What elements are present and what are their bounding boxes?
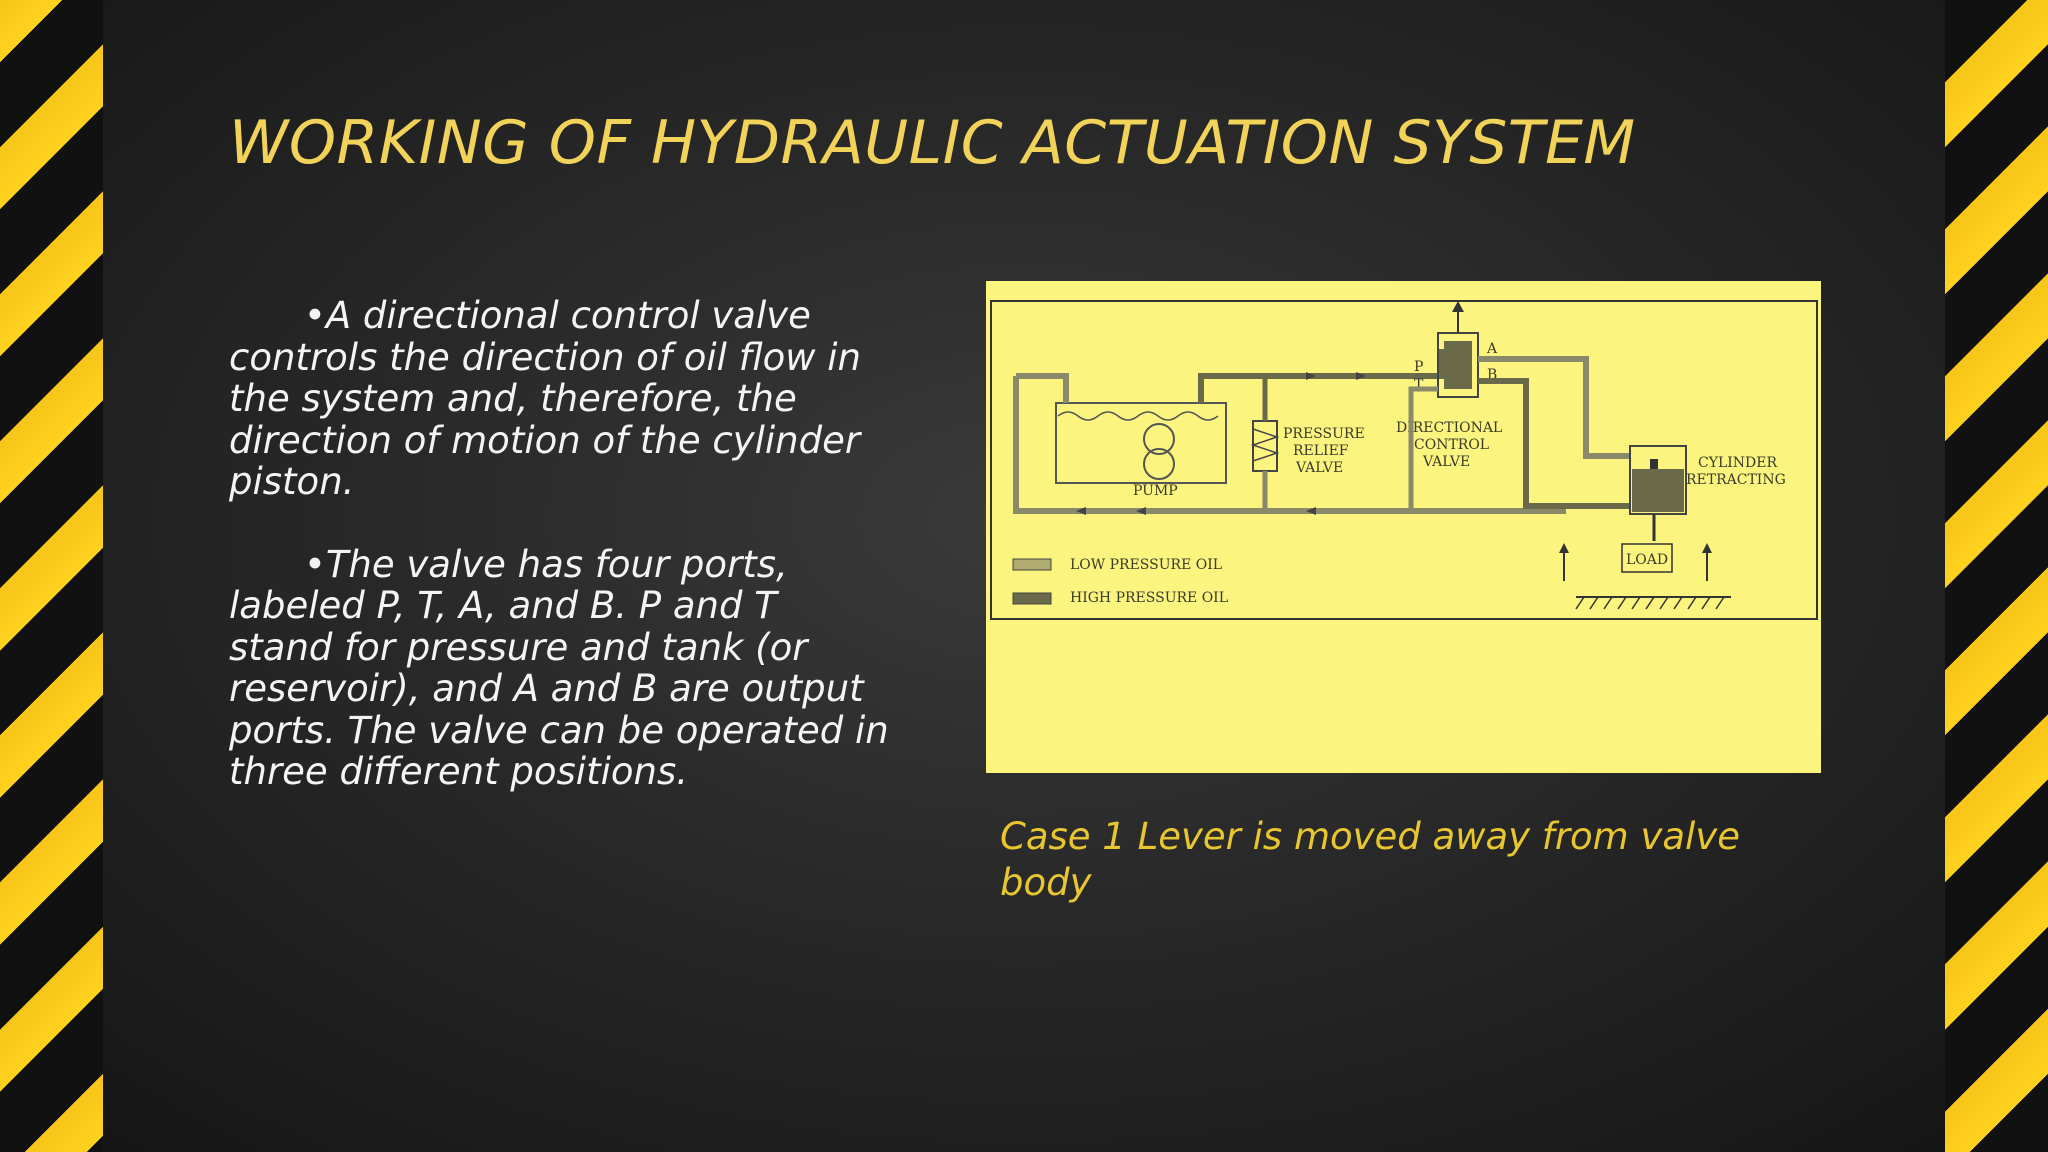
pump-label: PUMP xyxy=(1133,483,1178,499)
port-b-label: B xyxy=(1487,367,1498,383)
legend-high-swatch xyxy=(1013,593,1051,604)
oil-surface xyxy=(1058,412,1218,420)
cylinder-label-1: CYLINDER xyxy=(1698,455,1778,471)
arrow-up-icon xyxy=(1702,543,1712,553)
legend-high-label: HIGH PRESSURE OIL xyxy=(1070,590,1229,606)
lever-arrow-icon xyxy=(1452,301,1464,312)
body-text xyxy=(229,295,889,834)
dcv-label-1: DIRECTIONAL xyxy=(1396,420,1503,436)
slide-title: WORKING OF HYDRAULIC ACTUATION SYSTEM xyxy=(229,108,1636,178)
port-t-label: T xyxy=(1414,377,1424,393)
relief-label-2: RELIEF xyxy=(1293,443,1349,459)
hydraulic-diagram-svg xyxy=(986,281,1821,773)
reservoir-tank xyxy=(1056,403,1226,483)
port-a-line xyxy=(1478,359,1630,456)
cylinder-piston xyxy=(1650,459,1658,469)
relief-valve-spring xyxy=(1253,429,1277,461)
hydraulic-diagram xyxy=(986,281,1821,773)
hazard-stripe-left xyxy=(0,0,103,1152)
suction-line xyxy=(1016,376,1066,403)
ground-hatch xyxy=(1576,597,1724,609)
dcv-spool xyxy=(1444,341,1472,389)
hazard-stripe-right xyxy=(1945,0,2048,1152)
pressure-line xyxy=(1201,349,1441,403)
legend-low-swatch xyxy=(1013,559,1051,570)
port-p-label: P xyxy=(1414,359,1424,375)
relief-label-1: PRESSURE xyxy=(1283,426,1365,442)
paragraph-valve-ports: •The valve has four ports, labeled P, T, A, and B. P and T stand for pressure and tank (or reservoir), and A and B are output ports. The valve can be operated in three different positions. xyxy=(229,542,889,793)
dcv-label-2: CONTROL xyxy=(1414,437,1490,453)
legend-low-label: LOW PRESSURE OIL xyxy=(1070,557,1223,573)
relief-label-3: VALVE xyxy=(1296,460,1344,476)
load-label: LOAD xyxy=(1626,552,1669,568)
cylinder-label-2: RETRACTING xyxy=(1686,472,1786,488)
paragraph-directional-valve: •A directional control valve controls the direction of oil flow in the system and, therefore, the direction of motion of the cylinder piston. xyxy=(229,294,861,503)
arrow-up-icon xyxy=(1559,543,1569,553)
cylinder-high-pressure xyxy=(1632,469,1684,512)
figure-caption: Case 1 Lever is moved away from valve body xyxy=(1000,815,1740,904)
port-a-label: A xyxy=(1487,341,1498,357)
port-b-line xyxy=(1478,381,1630,506)
dcv-label-3: VALVE xyxy=(1423,454,1471,470)
